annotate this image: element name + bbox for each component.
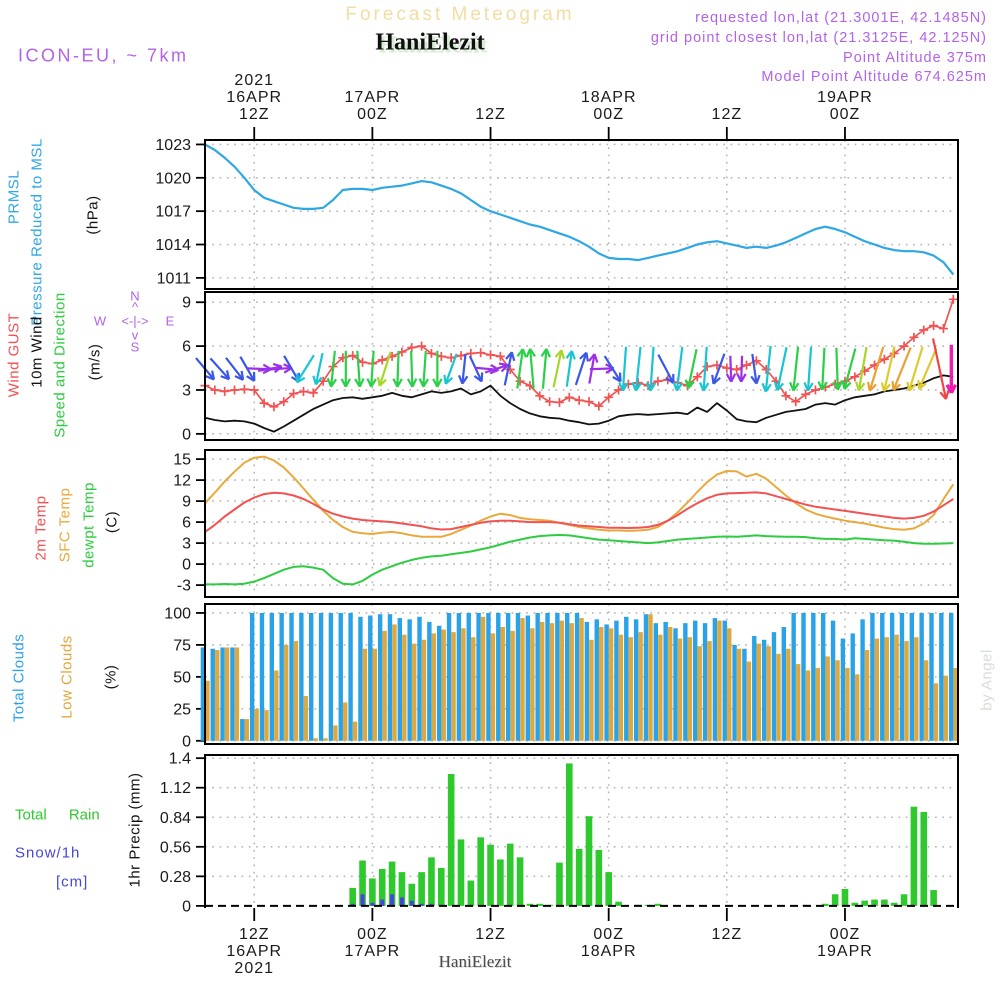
svg-text:0: 0 bbox=[182, 426, 191, 444]
svg-text:19APR: 19APR bbox=[817, 89, 873, 106]
credit-watermark: by Angel bbox=[978, 649, 996, 711]
compass-cross: <-|-> bbox=[121, 313, 149, 329]
svg-text:3: 3 bbox=[182, 535, 191, 553]
low-clouds-label: Low Clouds bbox=[58, 635, 76, 719]
svg-text:100: 100 bbox=[164, 605, 191, 623]
compass-south: S bbox=[130, 339, 140, 355]
compass-east: E bbox=[165, 313, 175, 329]
wind-gust-label: Wind GUST bbox=[5, 312, 23, 398]
svg-text:6: 6 bbox=[182, 514, 191, 532]
svg-text:1.4: 1.4 bbox=[168, 750, 191, 768]
snow-label: Snow/1h bbox=[15, 844, 81, 862]
wind-unit-label: (m/s) bbox=[86, 343, 104, 381]
temp-2m-label: 2m Temp bbox=[32, 495, 50, 561]
svg-text:12: 12 bbox=[173, 472, 191, 490]
svg-text:17APR: 17APR bbox=[344, 943, 401, 960]
pressure-label-short: PRMSL bbox=[5, 169, 23, 225]
precip-axis-label: 1hr Precip (mm) bbox=[126, 772, 144, 888]
compass-arrow-up: ^ bbox=[131, 299, 139, 315]
svg-text:12Z: 12Z bbox=[475, 926, 506, 943]
temp-unit-label: (C) bbox=[103, 510, 121, 534]
compass-west: W bbox=[93, 313, 107, 329]
svg-text:0.56: 0.56 bbox=[159, 839, 191, 857]
panel-pressure bbox=[155, 137, 958, 289]
svg-text:12Z: 12Z bbox=[475, 106, 506, 123]
svg-text:12Z: 12Z bbox=[238, 926, 270, 943]
panel-precip bbox=[160, 751, 958, 916]
svg-text:75: 75 bbox=[173, 637, 191, 655]
total-rain-label: Total Rain bbox=[15, 806, 100, 824]
svg-text:00Z: 00Z bbox=[829, 106, 861, 123]
svg-text:2021: 2021 bbox=[234, 72, 275, 89]
svg-text:00Z: 00Z bbox=[593, 106, 624, 123]
svg-text:1011: 1011 bbox=[156, 270, 191, 288]
svg-text:3: 3 bbox=[182, 382, 191, 400]
svg-text:1020: 1020 bbox=[155, 170, 191, 188]
snow-unit-label: [cm] bbox=[56, 873, 89, 891]
svg-text:16APR: 16APR bbox=[226, 89, 283, 106]
total-clouds-label: Total Clouds bbox=[10, 633, 28, 723]
svg-text:1014: 1014 bbox=[155, 237, 191, 255]
wind-10m-label: 10m Wind bbox=[28, 316, 46, 388]
svg-text:1017: 1017 bbox=[155, 203, 191, 221]
model-point-altitude: Model Point Altitude 674.625m bbox=[761, 69, 987, 85]
svg-text:0: 0 bbox=[182, 898, 191, 916]
svg-text:1023: 1023 bbox=[155, 136, 191, 154]
panel-wind bbox=[182, 292, 958, 443]
svg-text:6: 6 bbox=[182, 338, 191, 356]
svg-text:17APR: 17APR bbox=[344, 89, 401, 106]
svg-text:0: 0 bbox=[182, 733, 191, 751]
svg-text:9: 9 bbox=[182, 294, 191, 312]
svg-text:12Z: 12Z bbox=[711, 106, 743, 123]
svg-text:-3: -3 bbox=[176, 577, 191, 595]
svg-text:2021: 2021 bbox=[234, 960, 275, 977]
svg-text:00Z: 00Z bbox=[829, 926, 861, 943]
pressure-unit-label: (hPa) bbox=[84, 195, 102, 235]
svg-text:12Z: 12Z bbox=[711, 926, 743, 943]
requested-coords: requested lon,lat (21.3001E, 42.1485N) bbox=[695, 10, 987, 26]
footer-station-name: HaniElezit bbox=[438, 952, 512, 971]
clouds-unit-label: (%) bbox=[102, 664, 120, 690]
svg-text:12Z: 12Z bbox=[238, 106, 270, 123]
temp-dewpt-label: dewpt Temp bbox=[80, 482, 98, 568]
wind-speed-dir-label: Speed and Direction bbox=[51, 292, 69, 438]
point-altitude: Point Altitude 375m bbox=[843, 50, 987, 66]
panel-temperature bbox=[173, 450, 958, 597]
svg-text:0: 0 bbox=[182, 556, 191, 574]
compass-arrow-down: v bbox=[131, 327, 139, 343]
model-name: ICON-EU, ~ 7km bbox=[18, 45, 189, 66]
svg-text:00Z: 00Z bbox=[357, 106, 388, 123]
svg-text:50: 50 bbox=[173, 669, 191, 687]
svg-text:0.28: 0.28 bbox=[159, 868, 191, 886]
svg-text:16APR: 16APR bbox=[226, 943, 283, 960]
pressure-label-long: Pressure Reduced to MSL bbox=[28, 138, 46, 326]
svg-text:19APR: 19APR bbox=[817, 943, 873, 960]
panel-clouds bbox=[164, 604, 958, 750]
svg-text:00Z: 00Z bbox=[357, 926, 388, 943]
svg-text:00Z: 00Z bbox=[593, 926, 624, 943]
svg-text:1.12: 1.12 bbox=[159, 780, 191, 798]
svg-text:25: 25 bbox=[173, 701, 191, 719]
compass-north: N bbox=[130, 288, 140, 304]
station-name: HaniElezit bbox=[375, 29, 485, 56]
page-title: Forecast Meteogram bbox=[345, 4, 575, 25]
svg-text:0.84: 0.84 bbox=[159, 809, 191, 827]
svg-text:15: 15 bbox=[173, 451, 191, 469]
svg-text:18APR: 18APR bbox=[580, 89, 637, 106]
svg-text:18APR: 18APR bbox=[580, 943, 637, 960]
svg-text:9: 9 bbox=[182, 493, 191, 511]
temp-sfc-label: SFC Temp bbox=[56, 487, 74, 563]
grid-point-coords: grid point closest lon,lat (21.3125E, 42.125N) bbox=[650, 30, 987, 46]
